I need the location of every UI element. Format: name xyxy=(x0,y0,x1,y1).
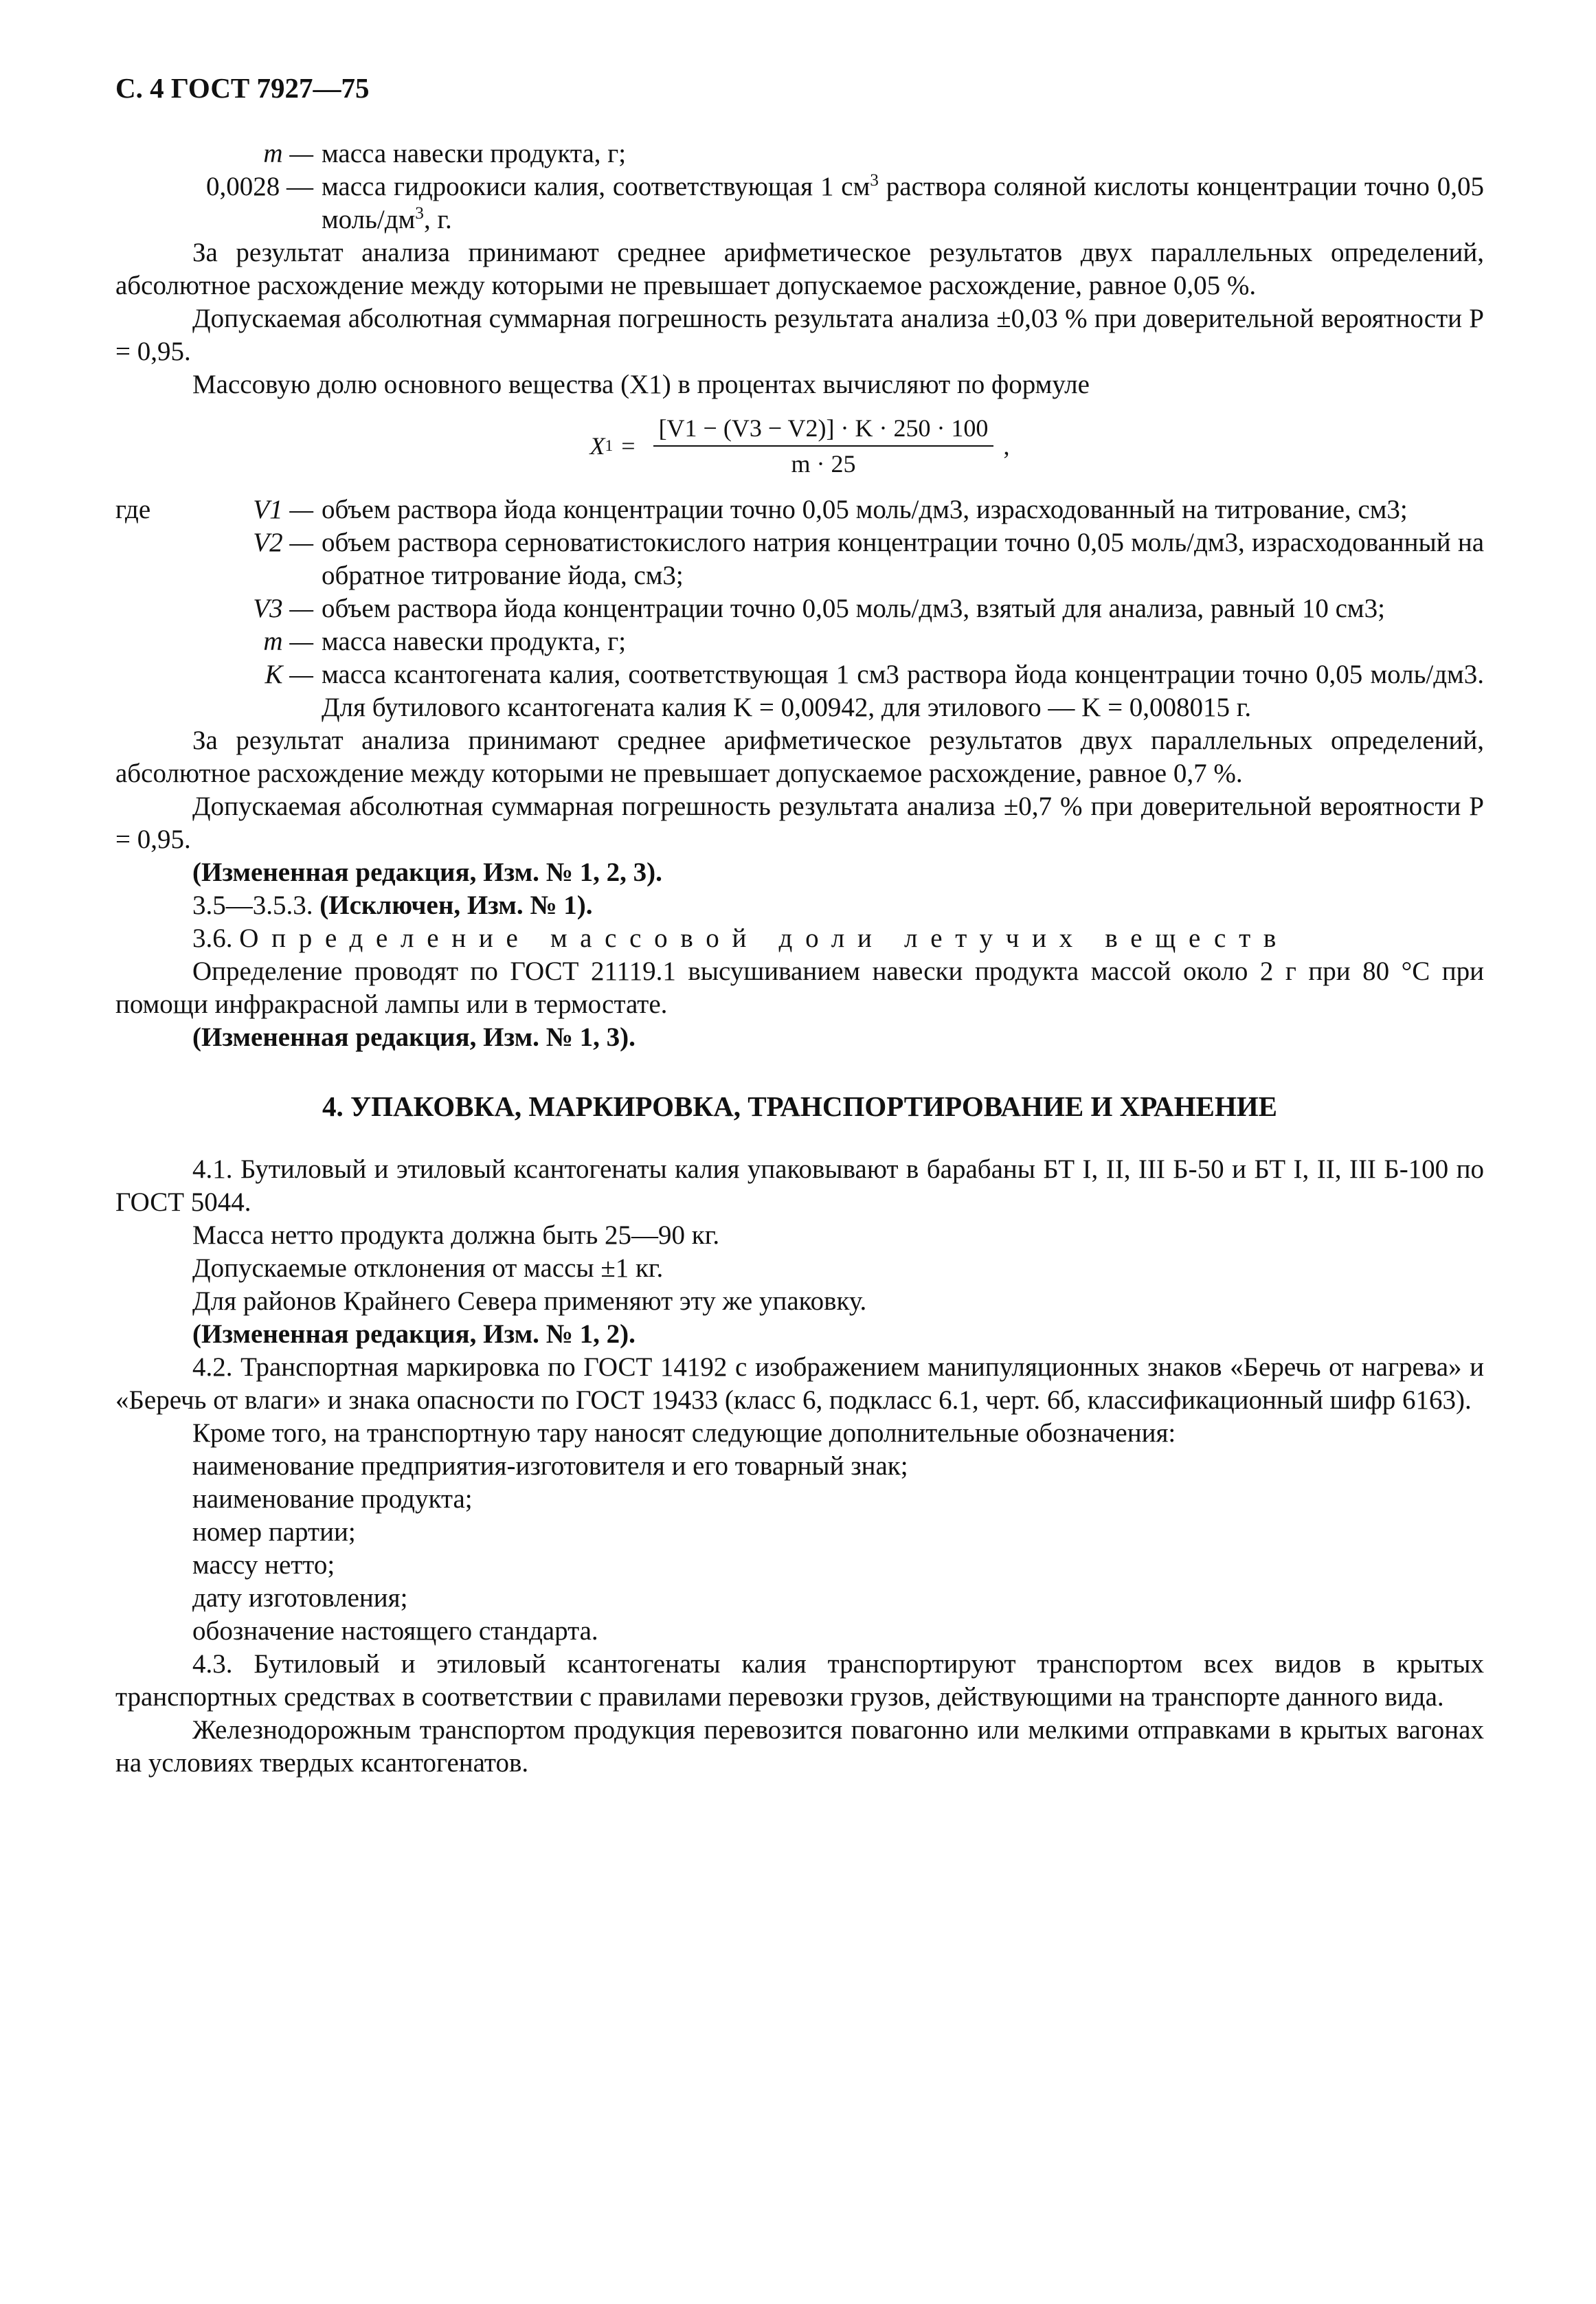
paragraph-line: Кроме того, на транспортную тару наносят следующие дополнительные обозначения: xyxy=(192,1418,1176,1448)
definition-symbol: V1 — xyxy=(253,495,313,524)
edit-note: (Измененная редакция, Изм. № 1, 2, 3). xyxy=(192,858,662,887)
definition-symbol: V2 — xyxy=(253,528,313,557)
formula-lhs: X xyxy=(589,432,605,460)
formula: X 1 = $\frac{[V1 - (V3 - V2)] \cdot K \cdot 250 \cdot 100}{m \cdot 25}$ , xyxy=(589,414,1010,478)
definition-symbol: 0,0028 — xyxy=(206,172,313,201)
paragraph: Железнодорожным транспортом продукция перевозится повагонно или мелкими отправками в крытых вагонах на условиях твердых ксантогенатов. xyxy=(115,1715,1484,1778)
definitions-block-2 xyxy=(115,493,1484,724)
definition-text: объем раствора серноватистокислого натрия концентрации точно 0,05 моль/дм3, израсходованный на обратное титрование йода, см3; xyxy=(322,528,1484,590)
marking-list xyxy=(115,1450,1484,1648)
definition-text: масса гидроокиси калия, соответствующая 1 $см^3$ раствора соляной кислоты концентрации точно 0,05 моль/$дм^3$, г. xyxy=(322,170,1484,234)
paragraph-line: Для районов Крайнего Севера применяют эту же упаковку. xyxy=(192,1286,867,1316)
list-item: номер партии; xyxy=(192,1517,356,1547)
list-item: массу нетто; xyxy=(192,1550,335,1580)
formula-numerator: [V1 − (V3 − V2)] · K · 250 · 100 xyxy=(653,414,994,447)
paragraph: Допускаемая абсолютная суммарная погрешность результата анализа ±0,7 % при доверительной вероятности P = 0,95. xyxy=(115,792,1484,854)
edit-note: (Измененная редакция, Изм. № 1, 3). xyxy=(192,1022,636,1052)
definitions-block-1 xyxy=(115,137,1484,236)
document-page xyxy=(115,71,1484,1780)
subsection-heading: 3.6. Определение массовой доли летучих веществ xyxy=(192,924,1289,953)
excluded-clauses: 3.5—3.5.3. (Исключен, Изм. № 1). xyxy=(192,891,593,920)
paragraph: За результат анализа принимают среднее арифметическое результатов двух параллельных определений, абсолютное расхождение между которыми не превышает допускаемое расхождение, равное 0,05 %. xyxy=(115,238,1484,300)
list-item: дату изготовления; xyxy=(192,1583,408,1613)
formula-fraction xyxy=(653,414,994,478)
definition-text: масса навески продукта, г; xyxy=(322,139,627,168)
paragraph-line: Масса нетто продукта должна быть 25—90 кг. xyxy=(192,1220,720,1250)
paragraph: Массовую долю основного вещества (X1) в процентах вычисляют по формуле xyxy=(192,370,1090,399)
definition-symbol: V3 — xyxy=(253,594,313,623)
paragraph: Определение проводят по ГОСТ 21119.1 высушиванием навески продукта массой около 2 г при 80 °С при помощи инфракрасной лампы или в термостате. xyxy=(115,957,1484,1019)
definition-symbol: m — xyxy=(263,627,313,656)
running-head: С. 4 ГОСТ 7927—75 xyxy=(115,72,370,104)
definition-text: масса навески продукта, г; xyxy=(322,627,627,656)
paragraph: Допускаемая абсолютная суммарная погрешность результата анализа ±0,03 % при доверительной вероятности P = 0,95. xyxy=(115,304,1484,366)
formula-tail: , xyxy=(1003,432,1010,460)
paragraph-line: Допускаемые отклонения от массы ±1 кг. xyxy=(192,1253,664,1283)
formula-denominator: m · 25 xyxy=(791,450,856,478)
definition-symbol: m — xyxy=(263,139,313,168)
definition-text: объем раствора йода концентрации точно 0,05 моль/дм3, взятый для анализа, равный 10 см3; xyxy=(322,594,1385,623)
paragraph: 4.2. Транспортная маркировка по ГОСТ 14192 с изображением манипуляционных знаков «Беречь от нагрева» и «Беречь от влаги» и знака опасности по ГОСТ 19433 (класс 6, подкласс 6.1, черт. 6б, классификационный шифр 6163). xyxy=(115,1352,1484,1415)
edit-note: (Измененная редакция, Изм. № 1, 2). xyxy=(192,1319,636,1349)
paragraph: 4.1. Бутиловый и этиловый ксантогенаты калия упаковывают в барабаны БТ I, II, III Б-50 и БТ I, II, III Б-100 по ГОСТ 5044. xyxy=(115,1154,1484,1217)
list-item: обозначение настоящего стандарта. xyxy=(192,1616,598,1646)
paragraph: 4.3. Бутиловый и этиловый ксантогенаты калия транспортируют транспортом всех видов в крытых транспортных средствах в соответствии с правилами перевозки грузов, действующими на транспорте данного вида. xyxy=(115,1649,1484,1712)
list-item: наименование продукта; xyxy=(192,1484,473,1514)
definition-text: объем раствора йода концентрации точно 0,05 моль/дм3, израсходованный на титрование, см3; xyxy=(322,495,1408,524)
where-label: где xyxy=(115,495,151,524)
paragraph: За результат анализа принимают среднее арифметическое результатов двух параллельных определений, абсолютное расхождение между которыми не превышает допускаемое расхождение, равное 0,7 %. xyxy=(115,726,1484,788)
section-title: 4. УПАКОВКА, МАРКИРОВКА, ТРАНСПОРТИРОВАНИЕ И ХРАНЕНИЕ xyxy=(322,1091,1278,1122)
definition-text: масса ксантогената калия, соответствующая 1 см3 раствора йода концентрации точно 0,05 моль/дм3. Для бутилового ксантогената калия K = 0,00942, для этилового — K = 0,008015 г. xyxy=(322,660,1484,722)
definition-symbol: K — xyxy=(265,660,313,689)
list-item: наименование предприятия-изготовителя и его товарный знак; xyxy=(192,1451,908,1481)
